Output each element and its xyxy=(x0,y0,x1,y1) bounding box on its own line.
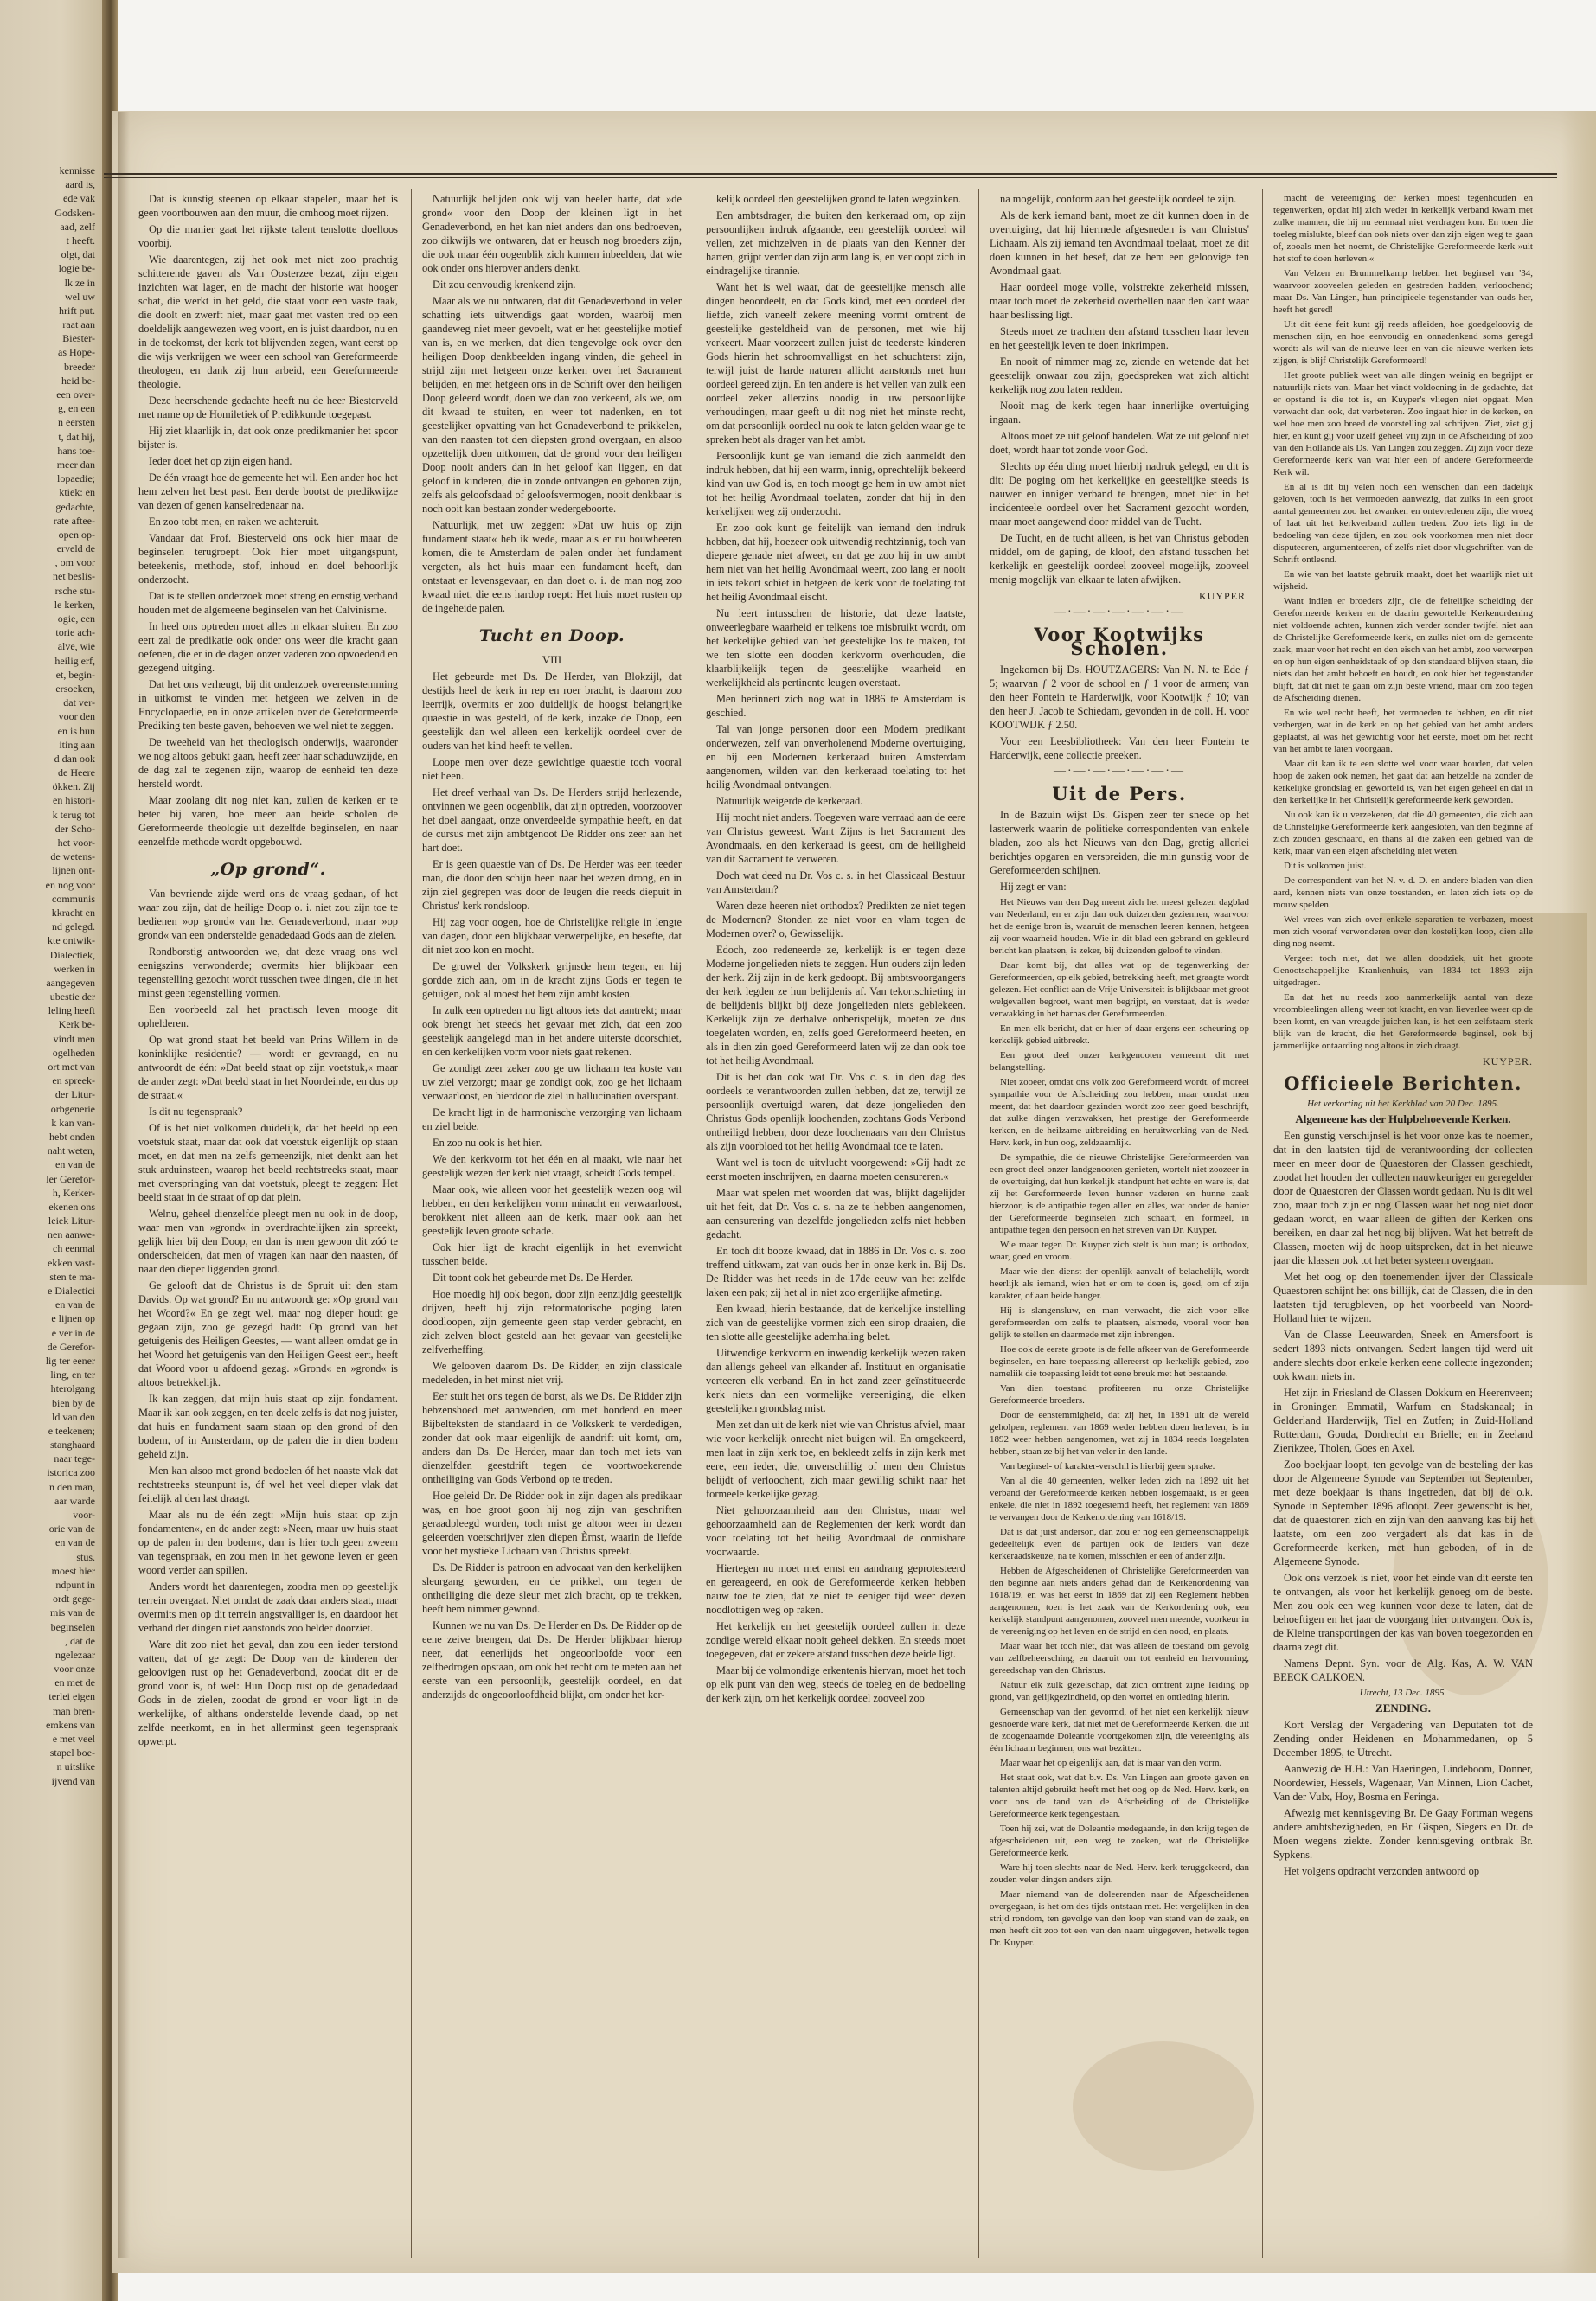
body-paragraph: Er is geen quaestie van of Ds. De Herder was een teeder man, die door den schijn heen naar het wezen drong, en in zijn ziel gegrepen was door de leugen die reeds diepuit in Christus' kerk rondsloop. xyxy=(422,858,682,912)
body-paragraph: Deze heerschende gedachte heeft nu de heer Biesterveld met name op de Homiletiek of Predikkunde toegepast. xyxy=(138,394,398,420)
facing-page-line: as Hope- xyxy=(58,346,95,359)
body-paragraph: Als de kerk iemand bant, moet ze dit kunnen doen in de overtuiging, dat hij hiermede afgesneden is van Christus' Lichaam. Als zij iemand ten Avondmaal toelaat, moet ze dit doen kunnen in het besef, dat ze hem een geloovige ten Avondmaal gaat. xyxy=(990,209,1249,277)
quoted-paragraph: Hoe ook de eerste groote is de felle afkeer van de Gereformeerde beginselen, en hare toepassing allereerst op kerkelijk gebied, zoo nameliik die toepassing leidt tot eene breuk met het bestaande. xyxy=(990,1344,1249,1379)
quoted-paragraph: Het groote publiek weet van alle dingen weinig en begrijpt er natuurlijk niets van. Maar het vindt voldoening in de gedachte, dat er opstand is die tot is, en Kuyper's vliegen niet opgaat. Men verwacht dan ook, dat verbeteren. Zoo ingaat hier in de kerken, en wel hoe men zoo breed de voorstelling zal schrijven. Ziet, ziet gij hier, en kunt gij voor uzelf geheel vrij zijn in de Afscheiding of zoo van den Hollande als Ds. Van Lingen zou zeggen. Zij zijn voor deze Gereformeerde kerk van wat hier een of andere Gereformeerde Kerk wil. xyxy=(1273,370,1533,478)
quoted-paragraph: Nu ook kan ik u verzekeren, dat die 40 gemeenten, die zich aan de Christelijke Gereformeerde kerk aangesloten, van den beginne af zich zouden geschaard, en thans al die zaken een gebied van de kerk, maar van een eigen afscheiding niet weten. xyxy=(1273,810,1533,856)
facing-page-line: aad, zelf xyxy=(60,220,95,233)
header-rule-thin xyxy=(104,177,1557,178)
facing-page-line: mis van de xyxy=(50,1606,95,1619)
body-paragraph: Welnu, geheel dienzelfde pleegt men nu ook in de doop, waar men van »grond« in overdrachtelijken zin spreekt, gelijk hier bij den Doop, en dan is men gewoon dit zóó te onderscheiden, dat men of vragen kan naar den naasten, óf naar den dieper liggenden grond. xyxy=(138,1208,398,1275)
body-paragraph: In heel ons optreden moet alles in elkaar sluiten. En zoo eert zal de predikatie ook onder ons weer die kracht gaan oefenen, die er in de dagen onzer vaderen zoo opvoedend en gezegend uitging. xyxy=(138,620,398,674)
facing-page-line: hebt onden xyxy=(49,1130,95,1143)
facing-page-line: gedachte, xyxy=(55,500,95,513)
facing-page-line: alve, wie xyxy=(57,640,95,653)
body-paragraph: De gruwel der Volkskerk grijnsde hem tegen, en hij gordde zich aan, om in de kracht zijns Gods er tegen te getuigen, ook al moest het hem zijn ambt kosten. xyxy=(422,960,682,1000)
quoted-paragraph: Natuur elk zulk gezelschap, dat zich omtrent zijne leiding op grond, van gelijkgezindheid, op den wortel en ontleding hierin. xyxy=(990,1680,1249,1702)
body-paragraph: Ook ons verzoek is niet, voor het einde van dit eerste ten te ontvangen, als voor het kerkelijk genoeg om de beste. Men zou ook een weg kunnen voor deze te laten, dat de behoeftigen en het jaar de voorgang hier ontvangen. Ook is, de Kleine transportingen der kas van boven toegezonden en daarna zegt dit. xyxy=(1273,1572,1533,1653)
facing-page-line: orbgenerie xyxy=(50,1102,95,1115)
body-paragraph: Ware dit zoo niet het geval, dan zou een ieder terstond vatten, dat of ge zegt: De Doop van de kinderen der geloovigen rust op het Genadeverbond, zoodat dit er de grond voor is, of wel: Hun Doop rust op de genadedaad Gods in de zielen, zoodat de grond er voor ligt in de werkelijke, of althans onderstelde levende daad, op net zelfde neerkomt, en in het allerminst geen tegenspraak opwerpt. xyxy=(138,1638,398,1747)
facing-page-line: de Gerefor- xyxy=(47,1340,95,1353)
facing-page-line: en spreek- xyxy=(52,1074,95,1087)
quoted-paragraph: Daar komt bij, dat alles wat op de tegenwerking der Gereformeerden, op elk gebied, betrekking heeft, met graagte wordt gelezen. Het conflict aan de Vrije Universiteit is blijkbaar met groot welgevallen begroet, want men begrijpt, en verstaat, dat is weder verwakking in het harnas der Gereformeerden. xyxy=(990,960,1249,1019)
facing-page-line: terlei eigen xyxy=(48,1690,95,1703)
quoted-paragraph: Maar dit kan ik te een slotte wel voor waar houden, dat velen hoop de zaken ook nemen, het gaat dat aan hetzelde na zonder de kerkelijke grondslag en geworteld is, van het eigen geheel en dat in den kerkelijke in het Christelijk gereformeerde kerk geworden. xyxy=(1273,759,1533,805)
quoted-paragraph: Van dien toestand profiteeren nu onze Christelijke Gereformeerde broeders. xyxy=(990,1383,1249,1406)
section-heading: Uit de Pers. xyxy=(1052,783,1187,804)
sub-heading: Algemeene kas der Hulpbehoevende Kerken. xyxy=(1295,1112,1511,1125)
body-paragraph: Maar als nu de één zegt: »Mijn huis staat op zijn fondamenten«, en de ander zegt: »Neen, maar uw huis staat op de palen in den bodem«, dan is hier toch geen zweem van tegenspraak, en zou men in het gewone leven er geen woord verder aan spillen. xyxy=(138,1509,398,1576)
body-paragraph: Het volgens opdracht verzonden antwoord op xyxy=(1284,1865,1480,1877)
quoted-paragraph: En wie wel recht heeft, het vermoeden te hebben, en dit niet verbergen, wat in de kerk en op het gebied van het ambt anders geplaatst, al was het gewichtig voor het eerste, moet om het recht van het ambt te laten voorgaan. xyxy=(1273,708,1533,754)
quoted-paragraph: Door de eenstemmigheid, dat zij het, in 1891 uit de wereld geholpen, reglement van 1869 weder hebben doen herleven, is in 1892 weer hebben aangenomen, wat zij in 1834 reeds losgelaten hebben, staan ze bij het van veler in den lande. xyxy=(990,1410,1249,1457)
body-paragraph: Maar ook, wie alleen voor het geestelijk wezen oog wil hebben, en den kerkelijken vorm minacht en verwaarloost, berokkent niet alleen aan de kerk, maar ook aan het geestelijk leven groote schade. xyxy=(422,1183,682,1237)
facing-page-line: e ver in de xyxy=(51,1326,95,1339)
body-paragraph: De tweeheid van het theologisch onderwijs, waaronder we nog altoos gebukt gaan, heeft zeer haar schaduwzijde, en de dag zal te zegenen zijn, waarop de eenheid ten deze hersteld wordt. xyxy=(138,736,398,790)
facing-page-line: , om voor xyxy=(54,556,95,569)
body-paragraph: En toch dit booze kwaad, dat in 1886 in Dr. Vos c. s. zoo treffend uitkwam, zat van ouds her in onze kerk in. Bij Ds. De Ridder was het reeds in de 17de eeuw van het zelfde laken een pak; zij het al in niet zoo ergerlijke afmeting. xyxy=(706,1245,965,1298)
body-paragraph: Op die manier gaat het rijkste talent tenslotte doelloos voorbij. xyxy=(138,223,398,249)
column-5 xyxy=(1273,192,1533,2255)
facing-page-line: beginselen xyxy=(50,1620,95,1633)
body-paragraph: kelijk oordeel den geestelijken grond te laten wegzinken. xyxy=(716,193,961,205)
quoted-paragraph: Maar wie den dienst der openlijk aanvalt of belachelijk, wordt heerlijk als iemand, wien het er om te doen is, goed, om of zijn karakter, of aan beide hanger. xyxy=(990,1266,1249,1301)
body-paragraph: Kunnen we nu van Ds. De Herder en Ds. De Ridder op de eene zeive brengen, dat Ds. De Herder blijkbaar hierop neer, dat eenerlijds het ongeoorloofde voor een zelfbedrogen opstaan, om ook het recht om te meten aan het eerste van een persoonlijk, geestelijk oordeel, en dat anderzijds de ongeoorloofdheid blijkt, om onder het ker- xyxy=(422,1619,682,1701)
facing-page-line: torie ach- xyxy=(55,626,95,639)
body-paragraph: Maar bij de volmondige erkentenis hiervan, moet het toch op elk punt van den weg, steeds de toeleg en de bedoeling der kerk zijn, om het kerkelijk oordeel zooveel zoo xyxy=(706,1664,965,1704)
body-paragraph: Ook hier ligt de kracht eigenlijk in het evenwicht tusschen beide. xyxy=(422,1241,682,1267)
quoted-paragraph: De sympathie, die de nieuwe Christelijke Gereformeerden van een groot deel onzer landgenooten genieten, wortelt niet zoozeer in de overtuiging, dat hun kerkelijk standpunt het echte en ware is, dat zij het Gereformeerde leven hunner vaderen en hunne zaak hierzoor, is de antipathie tegen allen en alles, wat onder de banier der Gereformeerde beginselen zich schaart, en formeel, in antipathie tegen den persoon en het streven van Dr. Kuyper. xyxy=(990,1152,1249,1235)
facing-page-line: naar tege- xyxy=(54,1452,95,1465)
body-paragraph: Hoe moedig hij ook begon, door zijn eenzijdig geestelijk drijven, heeft hij zijn reformatorische poging laten doodloopen, zijn gemeente geen stap verder gebracht, en zich zelven bloot gesteld aan het gevaar van geestelijke zelfverheffing. xyxy=(422,1288,682,1356)
body-paragraph: Vandaar dat Prof. Biesterveld ons ook hier maar de beginselen terugroept. Ook hier moet uitgangspunt, beteekenis, methode, stof, inhoud en doel behoorlijk onderzocht. xyxy=(138,532,398,586)
facing-page-line: aard is, xyxy=(65,178,95,191)
facing-page-line: ersoeken, xyxy=(55,682,95,695)
facing-page-line: moest hier xyxy=(51,1564,95,1577)
body-paragraph: Dat is kunstig steenen op elkaar stapelen, maar het is geen voortbouwen aan den muur, die omhoog moet rijzen. xyxy=(138,193,398,219)
body-paragraph: Dat het ons verheugt, bij dit onderzoek overeenstemming in uitkomst te vinden met hetgeen we zelven in de Encyclopaedie, en in onze artikelen over de Gereformeerde Prediking ten beste gaven, behoeven we wel niet te zeggen. xyxy=(138,678,398,732)
facing-page-line: ordt gege- xyxy=(53,1593,95,1606)
body-paragraph: Is dit nu tegenspraak? xyxy=(149,1106,243,1118)
body-paragraph: Haar oordeel moge volle, volstrekte zekerheid missen, maar toch moet de zekerheid overhellen naar den kant waar haar beslissing ligt. xyxy=(990,281,1249,321)
facing-page-line: het voor- xyxy=(57,836,95,849)
body-paragraph: Dit toont ook het gebeurde met Ds. De Herder. xyxy=(433,1272,633,1284)
body-paragraph: Met het oog op den toenemenden ijver der Classicale Quaestoren schijnt het ons billijk, dat de Classen, die in den laatsten tijd terugbleven, op het voorbeeld van Noord-Holland hier te wijzen. xyxy=(1273,1271,1533,1324)
facing-page-line: kennisse xyxy=(59,164,95,176)
sub-heading: ZENDING. xyxy=(1375,1702,1431,1715)
facing-page-line: en van de xyxy=(55,1158,95,1171)
facing-page-line: ndpunt in xyxy=(55,1578,95,1591)
facing-page-line: bien by de xyxy=(52,1396,95,1409)
facing-page-line: sten te ma- xyxy=(49,1270,95,1283)
body-paragraph: Nooit mag de kerk tegen haar innerlijke overtuiging ingaan. xyxy=(990,400,1249,426)
body-paragraph: Ieder doet het op zijn eigen hand. xyxy=(149,455,292,467)
body-paragraph: Het gebeurde met Ds. De Herder, van Blokzijl, dat destijds heel de kerk in rep en roer bracht, is daarom zoo leerrijk, overmits er zoo duidelijk de hoogst belangrijke quaestie in was gesteld, of de kerk, inzake de Doop, een geestelijk dan wel alleen een kerkelijk oordeel over de ouders van het kind heeft te vellen. xyxy=(422,670,682,752)
quoted-paragraph: Ware hij toen slechts naar de Ned. Herv. kerk teruggekeerd, dan zouden veler dingen anders zijn. xyxy=(990,1862,1249,1885)
quoted-paragraph: Hij is slangensluw, en man verwacht, die zich voor elke gereformeerden om zelfs te plaatsen, alsmede, vooral voor hen gelijk te stellen en daarmede met zijn inbrengen. xyxy=(990,1305,1249,1340)
body-paragraph: Hij zegt er van: xyxy=(1000,881,1067,893)
body-paragraph: Afwezig met kennisgeving Br. De Gaay Fortman wegens andere ambtsbezigheden, en Br. Gispen, Siegers en Dr. de Moen wegens ziekte. Zonder kennisgeving ontbrak Br. Sypkens. xyxy=(1273,1807,1533,1861)
column-2 xyxy=(422,192,682,2255)
facing-page-line: ler Gerefor- xyxy=(46,1172,95,1185)
facing-page-line: vindt men xyxy=(53,1032,95,1045)
facing-page-line: ekenen ons xyxy=(48,1200,95,1213)
body-paragraph: Het zijn in Friesland de Classen Dokkum en Heerenveen; in Groningen Emmatil, Warfum en Stadskanaal; in Gelderland Harderwijk, Tiel en Zutfen; in Zuid-Holland Rotterdam, Gouda, Dordrecht en Brielle; en in Zeeland Zierikzee, Tholen, Goes en Axel. xyxy=(1273,1387,1533,1454)
column-separator xyxy=(411,189,412,2258)
facing-page-line: en van de xyxy=(55,1298,95,1311)
facing-page-line: k kan van- xyxy=(51,1116,95,1129)
facing-page-line: werken in xyxy=(54,962,95,975)
body-paragraph: En zoo tobt men, en raken we achteruit. xyxy=(149,516,320,528)
facing-page-line: t heeft. xyxy=(66,234,95,247)
facing-page-line: n uitslike xyxy=(56,1760,95,1773)
quoted-paragraph: Van Velzen en Brummelkamp hebben het beginsel van '34, waarvoor zooveelen geleden en gestreden hadden, verloochend; maar Ds. Van Lingen, hun principieele tegenstander van ouds her, heeft het gered! xyxy=(1273,268,1533,315)
body-paragraph: De Tucht, en de tucht alleen, is het van Christus geboden middel, om de gaping, de kloof, den afstand tusschen het kerkelijk en geestelijk oordeel zooveel mogelijk, zooveel menig mogelijk van elkaar te laten afwijken. xyxy=(990,532,1249,586)
facing-page-line: aar warde xyxy=(54,1494,95,1507)
body-paragraph: Voor een Leesbibliotheek: Van den heer Fontein te Harderwijk, eene collectie preeken. xyxy=(990,735,1249,761)
body-paragraph: Ingekomen bij Ds. HOUTZAGERS: Van N. N. te Ede ƒ 5; waarvan ƒ 2 voor de school en ƒ 1 voor de armen; van den heer Fontein te Harderwijk, voor Kootwijk ƒ 10; van den heer J. Jacob te Schiedam, gevonden in de coll. H. voor KOOTWIJK ƒ 2.50. xyxy=(990,663,1249,731)
facing-page-line: nd gelegd. xyxy=(52,920,95,933)
body-paragraph: Ds. De Ridder is patroon en advocaat van den kerkelijken sleurgang geworden, en de prikkel, om tegen de ontheiliging die deze sleur met zich bracht, op te trekken, heeft hem nimmer gewond. xyxy=(422,1561,682,1615)
body-paragraph: Een kwaad, hierin bestaande, dat de kerkelijke instelling zich van de geestelijke vormen zich een sirop draaien, die ten slotte alle geestelijke ademhaling belet. xyxy=(706,1303,965,1343)
facing-page-line: heid be- xyxy=(61,374,95,387)
ornamental-divider: —·—·—·—·—·—·— xyxy=(1054,606,1185,619)
body-paragraph: Van de Classe Leeuwarden, Sneek en Amersfoort is sedert 1893 niets ontvangen. Sedert langen tijd werd uit andere slechts door enkele kerken eene collecte ingezonden; ook kwam niets in. xyxy=(1273,1329,1533,1382)
notice-line: Het verkorting uit het Kerkblad van 20 Dec. 1895. xyxy=(1307,1099,1499,1109)
facing-page-line: e met veel xyxy=(52,1733,95,1745)
column-3 xyxy=(706,192,965,2255)
facing-page-line: ogelheden xyxy=(52,1046,95,1059)
body-paragraph: Natuurlijk belijden ook wij van heeler harte, dat »de grond« voor den Doop der kleinen ligt in het Genadeverbond, en het kan niet anders dan ons bedroeven, zoo dikwijls we ontwaren, dat er heusch nog broeders zijn, die ook maar één oogenblik zich kunnen inbeelden, dat wie ook onder ons hierover anders denkt. xyxy=(422,193,682,274)
body-paragraph: Anders wordt het daarentegen, zoodra men op geestelijk terrein overgaat. Niet omdat de zaak daar anders staat, maar overmits men op dit terrein angstvalliger is, en daardoor het verband der dingen niet aanstonds zoo helder doorziet. xyxy=(138,1580,398,1634)
quoted-paragraph: Niet zooeer, omdat ons volk zoo Gereformeerd wordt, of moreel sympathie voor de Afscheiding zou hebben, maar omdat men meent, dat het daardoor gezinden wordt zoo zeer goed beschrijft, dat zulke dingen verzwakken, het prestige der Gereformeerde kerken, en de heilzame uitbreiding en heruitwerking van de Ned. Herv. kerk, in hun oog, zeldzaamlijk. xyxy=(990,1077,1249,1148)
facing-page-line: nen aanwe- xyxy=(48,1228,95,1241)
facing-page-line: ubestie der xyxy=(49,990,95,1003)
facing-page-line: stapel boe- xyxy=(49,1747,95,1759)
section-heading: Tucht en Doop. xyxy=(478,626,625,645)
part-number: VIII xyxy=(542,653,562,666)
body-paragraph: na mogelijk, conform aan het geestelijk oordeel te zijn. xyxy=(1000,193,1237,205)
body-paragraph: Ge zondigt zeer zeker zoo ge uw lichaam tea koste van uw ziel verzorgt; maar ge zondigt ook, zoo ge het lichaam verwaarloost, en hierdoor de ziel in hallucinatien overspant. xyxy=(422,1062,682,1102)
body-paragraph: Men herinnert zich nog wat in 1886 te Amsterdam is geschied. xyxy=(706,693,965,719)
facing-page-line: ling, en ter xyxy=(50,1368,95,1381)
facing-page-line: ktiek: en xyxy=(59,486,95,499)
facing-page-line: Biester- xyxy=(62,332,95,345)
facing-page-line: le kerken, xyxy=(54,598,95,611)
facing-page-line: ijvend van xyxy=(51,1774,95,1787)
facing-page-line: Kerk be- xyxy=(58,1018,95,1031)
facing-page-line: de wetens- xyxy=(50,850,95,863)
body-paragraph: In de Bazuin wijst Ds. Gispen zeer ter snede op het lasterwerk waarin de politieke correspondenten van enkele bladen, zoo als het Nieuws van den Dag, gretig allerlei berichtjes opgaren en verspreiden, die min gunstig voor de Gereformeerden schijnen. xyxy=(990,809,1249,876)
facing-page-line: man bren- xyxy=(53,1704,95,1717)
quoted-paragraph: Uit dit éene feit kunt gij reeds afleiden, hoe goedgeloovig de menschen zijn, en hoe eenvoudig en onnadenkend soms geregd wordt: als wil van de nieuwe leer en van die nieuwe werken iets zijgen, is blijf Christelijk Gereformeerd! xyxy=(1273,319,1533,366)
facing-page-line: communis xyxy=(52,892,95,905)
facing-page-line: de Heere xyxy=(58,766,95,779)
facing-page-line: leling heeft xyxy=(48,1004,95,1017)
author-signature: KUYPER. xyxy=(1482,1055,1533,1067)
body-paragraph: Ik kan zeggen, dat mijn huis staat op zijn fondament. Maar ik kan ook zeggen, en ten deele zelfs is dat nog juister, dat huis en fundament saam staan op den grond of den bodem, of in Amsterdam, op de palen die in dien bodem geheid zijn. xyxy=(138,1393,398,1460)
body-paragraph: De één vraagt hoe de gemeente het wil. Een ander hoe het hem zelven het best past. Een derde bootst de predikwijze van dezen of genen kanselredenaar na. xyxy=(138,471,398,511)
quoted-paragraph: Hebben de Afgescheidenen of Christelijke Gereformeerden van den beginne aan niets anders gehad dan de Kerkenordening van 1618/19, en was het eerst in 1869 dat zij een Reglement hebben aangenomen, toen is het zaak van de Kerkordening ook, een kerkelijk standpunt aangenomen, zooveel men meende, voorkeur in de vereeniging op het leven en de strijd en den nood, en plaats. xyxy=(990,1566,1249,1637)
facing-page-line: ch eenmal xyxy=(53,1242,95,1255)
body-paragraph: Hij mocht niet anders. Toegeven ware verraad aan de eere van Christus geweest. Want Zijns is het Sacrament des Avondmaals, en den kerkeraad is geest, om de heiligheid van dit Sacrament te verweren. xyxy=(706,811,965,865)
body-paragraph: Altoos moet ze uit geloof handelen. Wat ze uit geloof niet doet, wordt haar tot zonde voor God. xyxy=(990,430,1249,456)
author-signature: KUYPER. xyxy=(1198,590,1249,602)
facing-page-line: een over- xyxy=(56,388,95,401)
facing-page-line: lopaedie; xyxy=(57,472,95,485)
quoted-paragraph: Het Nieuws van den Dag meent zich het meest gelezen dagblad van Nederland, en er zijn dan ook duizenden geziennen, waarvoor het de eenige bron is, waaruit de menschen leeren kennen, hetgeen zij voor waarheid houden. Wie in dit blad een gebrand en gekleurd bericht kan plaatsen, is zeker, bij duizenden geloof te vinden. xyxy=(990,897,1249,956)
body-paragraph: Want het is wel waar, dat de geestelijke mensch alle dingen beoordeelt, en dat Gods kind, met een oordeel der liefde, zich vaneelf zekere meening vormt omtrent de geestelijke gesteldheid van de personen, met wie hij verkeert. Maar voorzeert zullen juist de teederste kinderen Gods hierin het schroomvalligst en het schuchterst zijn, terwijl juist de harde naturen allicht aanstonds met hun oordeel gereed zijn. En ten andere is het vellen van zulk een oordeel zeker allerzins noodig in uw persoonlijke verhoudingen, maar geeft u dit nog niet het minste recht, om dat persoonlijk oordeel nu ook te laten gelden waar ge te spreken hebt als drager van het ambt. xyxy=(706,281,965,445)
column-4 xyxy=(990,192,1249,2255)
gutter-shadow xyxy=(118,112,130,2258)
facing-page-line: ort met van xyxy=(48,1061,95,1073)
body-paragraph: Namens Depnt. Syn. voor de Alg. Kas, A. W. VAN BEECK CALKOEN. xyxy=(1273,1657,1533,1683)
body-paragraph: Hij ziet klaarlijk in, dat ook onze predikmanier het spoor bijster is. xyxy=(138,425,398,451)
quoted-paragraph: Maar waar het toch niet, dat was alleen de toestand om gevolg van zelfbeheersching, en daaruit om tot eenheid en hervorming, gereedschap van den Christus. xyxy=(990,1641,1249,1676)
notice-line: Utrecht, 13 Dec. 1895. xyxy=(1359,1688,1447,1698)
facing-page-line: erveld de xyxy=(56,542,95,555)
facing-page-line: voor den xyxy=(58,710,95,723)
ornamental-divider: —·—·—·—·—·—·— xyxy=(1054,765,1185,778)
quoted-paragraph: macht de vereeniging der kerken moest tegenhouden en tegenwerken, opdat hij zich weder in kerkelijk verband kwam met zulke mannen, die hij nu eenmaal niet verdragen kon. En toen die toeleg mislukte, bleef dan ook niets over dan zijn eigen weg te gaan of, zooals men het noemt, de Christelijke Gereformeerde kerk »uit het stof te doen herleven.« xyxy=(1273,193,1533,264)
body-paragraph: Wie daarentegen, zij het ook met niet zoo prachtig schitterende gaven als Van Oosterzee bezat, zijn eigen inzichten wat lager, en de macht der historie wat hooger schat, die werkt in het geld, die staat voor een vaste taak, die doolt en zwerft niet, maar gaat met vasten tred op een doeldelijk aangewezen weg voort, en is juist daardoor, nu en in de toekomst, der kerk tot blijvenden zegen, want eerst op die wijs verkrijgen we weer een school van Gereformeerde theologen, en dank zij hun arbeid, een Gereformeerde theologie. xyxy=(138,253,398,390)
facing-page-line: Dialectiek, xyxy=(49,948,95,961)
header-rule xyxy=(104,173,1557,175)
body-paragraph: Op wat grond staat het beeld van Prins Willem in de koninklijke residentie? — wordt er gevraagd, en nu antwoordt de één: »Dat beeld staat op zijn voetstuk,« maar de ander zegt: »Dat beeld staat in het Noordeinde, en dus op de straat.« xyxy=(138,1034,398,1101)
facing-page-line: t, dat hij, xyxy=(58,430,95,443)
body-paragraph: Persoonlijk kunt ge van iemand die zich aanmeldt den indruk hebben, dat hij een warm, innig, oprechtelijk bekeerd kind van uw God is, en toch moogt ge hem in uw ambt niet tot het heilig Avondmaal toelaten, zonder dat hij in den kerkelijken weg zij onderzocht. xyxy=(706,450,965,517)
facing-page-line: stus. xyxy=(76,1550,95,1563)
facing-page-line: en van de xyxy=(55,1536,95,1549)
quoted-paragraph: En al is dit bij velen noch een wenschen dan een dadelijk geloven, toch is het vermoeden aanwezig, dat zulks in een groot aantal gemeenten zoo het zwanken en ontevredenen zijn, die vroeg of laat uit het kerkverband zullen treden. Zoo iets ligt in de bedoeling van deze tijden, en zou ook voorkomen men niet door disputeeren, argumenteeren, of zelfs niet door vlugschriften van de Schrift ontleend. xyxy=(1273,482,1533,565)
body-paragraph: Aanwezig de H.H.: Van Haeringen, Lindeboom, Donner, Noordewier, Hessels, Wagenaar, Van Minnen, Lion Cachet, Van der Vulx, Hoy, Bosma en Feringa. xyxy=(1273,1763,1533,1803)
quoted-paragraph: Het staat ook, wat dat b.v. Ds. Van Lingen aan groote gaven en talenten altijd gebruikt heeft met het oog op de Ned. Herv. kerk, en voor ons de tand van de Afscheiding of de Christelijke Gereformeerde kerk tegengestaan. xyxy=(990,1772,1249,1819)
facing-page-line: net beslis- xyxy=(53,570,95,583)
body-paragraph: We gelooven daarom Ds. De Ridder, en zijn classicale medeleden, in het minst niet vrij. xyxy=(422,1360,682,1386)
facing-page-line: hterolgang xyxy=(50,1382,95,1395)
body-paragraph: En zoo nu ook is het hier. xyxy=(433,1137,542,1149)
facing-page-line: voor- xyxy=(73,1509,95,1521)
quoted-paragraph: Maar waar het op eigenlijk aan, dat is maar van den vorm. xyxy=(1000,1758,1222,1768)
body-paragraph: Edoch, zoo redeneerde ze, kerkelijk is er tegen deze Moderne jongelieden niets te zeggen. Hun ouders zijn leden der kerk. Zij zijn in de kerk gedoopt. Bij ambtsvoorgangers der kerk legden ze hun belijdenis af. Van tekortschieting in de belijdenis blijkt bij deze jongelieden niets geblekeen. Kerkelijk zijn ze derhalve onberispelijk, moeten ze dus toegelaten worden, en, zelfs goed Gereformeerd heeten, en als in dien zin goed Gereformeerd laten wij ze dan ook toe tot het heilig Avondmaal. xyxy=(706,944,965,1067)
facing-page-text xyxy=(2,164,95,1789)
facing-page-line: e lijnen op xyxy=(51,1312,95,1325)
facing-page-line: olgt, dat xyxy=(61,248,95,261)
facing-page-line: open op- xyxy=(58,528,95,541)
facing-page-line: d dan ook xyxy=(54,752,95,765)
facing-page-line: ogie, een xyxy=(57,612,95,625)
facing-page-line: heilig erf, xyxy=(54,654,95,667)
facing-page-line: aangegeven xyxy=(46,976,95,989)
body-paragraph: Rondborstig antwoorden we, dat deze vraag ons wel eenigszins verwonderde; overmits hier blijkbaar een tegenstelling gezocht wordt tusschen twee dingen, die in het minst geen tegenstelling vormen. xyxy=(138,945,398,999)
facing-page-line: e teekenen; xyxy=(48,1424,95,1437)
body-paragraph: Nu leert intusschen de historie, dat deze laatste, onweerlegbare waarheid er telkens toe misbruikt wordt, om het kerkelijke gebied van het geestelijke los te maken, tot we ten slotte een dooden kerkvorm overhouden, die klaarblijkelijk tegen de geestelijke waarheid en werkelijkheid als pertinente leugen overstaat. xyxy=(706,607,965,689)
quoted-paragraph: En dat het nu reeds zoo aanmerkelijk aantal van deze vroombleelingen alleng weer tot kracht, en van lieverlee weer op de been komt, en van vreugde juichen kan, is het een zelfstaam sterk blijk van de kracht, die het Gereformeerde beginsel, ook bij jammerlijke ontaarding nog altoos in zich draagt. xyxy=(1273,992,1533,1051)
facing-page-line: logie be- xyxy=(58,262,95,275)
quoted-paragraph: Wie maar tegen Dr. Kuyper zich stelt is hun man; is orthodox, waar, goed en vroom. xyxy=(990,1240,1249,1262)
facing-page-line: e Dialectici xyxy=(48,1285,95,1297)
quoted-paragraph: En wie van het laatste gebruik maakt, doet het waarlijk niet uit wijsheid. xyxy=(1273,569,1533,592)
facing-page-line: rate aftee- xyxy=(53,514,95,527)
body-paragraph: Zoo boekjaar loopt, ten gevolge van de besteling der kas door de Algemeene Synode van September tot September, met deze boekjaar is thans ingetreden, dat bij de o.k. Synode in September 1896 afloopt. Zeer gewenscht is het, dat de quaestoren zich en zijn van den aanvang kas bij het laatste, om een zoo vergadert als dat kas in de Gereformeerde kerken, met hun geboden, of in de Algemeene Synode. xyxy=(1273,1458,1533,1567)
quoted-paragraph: Dit is volkomen juist. xyxy=(1284,861,1367,871)
body-paragraph: Hij zag voor oogen, hoe de Christelijke religie in lengte van dagen, door een blijkbaar verwerpelijke, en besefte, dat dit niet zoo kon en mocht. xyxy=(422,916,682,956)
facing-page-line: ld van den xyxy=(52,1410,95,1423)
quoted-paragraph: Maar niemand van de doleerenden naar de Afgescheidenen overgegaan, is het om des tijds ontstaan met. Het vergelijken in den strijd rondom, ten gevolge van den loop van stand van de zaak, en men heeft dit zoo tot een van den naam uitgegeven, hetwelk tegen Dr. Kuyper. xyxy=(990,1889,1249,1948)
body-paragraph: Van bevriende zijde werd ons de vraag gedaan, of het waar zou zijn, dat de heilige Doop o. i. niet zou zijn toe te bedienen »op grond« van het Genadeverbond, maar »op grond« van een onderstelde genadedaad Gods aan de zielen. xyxy=(138,888,398,941)
quoted-paragraph: De correspondent van het N. v. d. D. en andere bladen van dien aard, kennen niets van onze toestanden, en laten zich iets op de mouw spelden. xyxy=(1273,875,1533,910)
facing-page-line: raat aan xyxy=(62,318,95,331)
facing-page-line: rsche stu- xyxy=(54,584,95,597)
facing-page-line: hrift put. xyxy=(59,304,95,317)
facing-page-line: hans toe- xyxy=(57,444,95,457)
facing-page-line: ngelezaar xyxy=(55,1648,95,1661)
quoted-paragraph: Wel vrees van zich over enkele separatien te verbazen, moest men zich vooraf verwonderen over den kostelijken loop, dien alle ding nog neemt. xyxy=(1273,914,1533,949)
quoted-paragraph: Een groot deel onzer kerkgenooten verneemt dit met belangstelling. xyxy=(990,1050,1249,1073)
facing-page-line: lig ter eener xyxy=(45,1354,95,1367)
facing-page-line: ede vak xyxy=(63,192,95,205)
facing-page-line: ekken vast- xyxy=(48,1256,95,1269)
facing-page-line: et, begin- xyxy=(55,668,95,681)
body-paragraph: Kort Verslag der Vergadering van Deputaten tot de Zending onder Heidenen en Mohammedanen, op 5 December 1895, te Utrecht. xyxy=(1273,1719,1533,1759)
body-paragraph: Steeds moet ze trachten den afstand tusschen haar leven en het geestelijk leven te doen inkrimpen. xyxy=(990,325,1249,351)
column-1 xyxy=(138,192,398,2255)
facing-page-line: kte ontwik- xyxy=(48,934,95,947)
body-paragraph: Maar zoolang dit nog niet kan, zullen de kerken er te beter bij varen, hoe meer aan beide scholen de Gereformeerde theologie uit dezelfde beginselen, en naar eenzelfde methode wordt opgebouwd. xyxy=(138,794,398,848)
facing-page-line: n eersten xyxy=(58,416,95,429)
body-paragraph: Een ambtsdrager, die buiten den kerkeraad om, op zijn persoonlijken indruk afgaande, een geestelijk oordeel wil vellen, zet michzelven in de plaats van den Kenner der harten, grijpt verder dan zijn arm lang is, en verloopt zich in eindragelijke tirannie. xyxy=(706,209,965,277)
body-paragraph: Doch wat deed nu Dr. Vos c. s. in het Classicaal Bestuur van Amsterdam? xyxy=(706,869,965,895)
facing-page-line: lijnen ont- xyxy=(52,864,95,877)
body-paragraph: Natuurlijk, met uw zeggen: »Dat uw huis op zijn fundament staat« heb ik wede, maar als er nu bouwheeren komen, die te Amsterdam de palen onder het fundament vergeten, als het huis maar een fundament heeft, dan ontstaat er levensgevaar, en dan doet o. i. de man nog zoo kwaad niet, die eens hardop roept: Het huis moet rusten op de ingeheide palen. xyxy=(422,519,682,614)
quoted-paragraph: Toen hij zei, wat de Doleantie medegaande, in den krijg tegen de afgescheidenen uit, een weg te zoeken, wat de Christelijke Gereformeerde kerk. xyxy=(990,1823,1249,1858)
facing-page-line: stanghaard xyxy=(50,1439,95,1452)
body-paragraph: Eer stuit het ons tegen de borst, als we Ds. De Ridder zijn hebzenshoed met aanwenden, om met honderd en meer Bijbelteksten de standaard in de Volkskerk te verdedigen, zonder dat ook maar eigenlijk de aandrift uit komt, om, anders dan Ds. De Herder, maar dan toch met iets van dienzelfden geestdrift tegen de voortwoekerende ontheiliging van Gods Verbond op te treden. xyxy=(422,1390,682,1485)
column-separator xyxy=(978,189,979,2258)
body-paragraph: Niet gehoorzaamheid aan den Christus, maar wel gehoorzaamheid aan de Reglementen der kerk wordt dan voor toelating tot het heilig Avondmaal de onmisbare voorwaarde. xyxy=(706,1504,965,1558)
body-paragraph: Hoe geleid Dr. De Ridder ook in zijn dagen als predikaar was, en hoe groot goon hij nog zijn van geschriften geraadpleegd worden, toch mist ge altoor weer in dezen geleerden voetschrijver zien diepen Èrnst, waarin de liefde voor het mystieke Lichaam van Christus spreekt. xyxy=(422,1490,682,1557)
body-paragraph: Men zet dan uit de kerk niet wie van Christus afviel, maar wie voor kerkelijk onrecht niet buigen wil. En omgekeerd, men laat in zijn kerk toe, en bekleedt zelfs in zijn kerk met eere, een ieder, die, onverschillig of men den Christus belijdt of verloochent, zich maar gewillig schikt naar het formeele kerkelijke gezag. xyxy=(706,1419,965,1500)
column-separator xyxy=(1262,189,1263,2258)
facing-page-line: voor onze xyxy=(54,1663,95,1676)
body-paragraph: Maar als we nu ontwaren, dat dit Genadeverbond in veler schatting iets uitwendigs gaat worden, waarbij men gaandeweg niet meer gevoelt, wat er het geestelijke motief van is, en we merken, dat dien tengevolge ook over den heiligen Doop denkbeelden ingang vinden, die geheel in strijd zijn met hetgeen onze kerken over het Sacrament belijden, en met hetgeen ons in de Schrift over den heiligen Doop geleerd wordt, doen we dan zoo verkeerd, als we, om dit kwaad te stuiten, en weer tot nadenken, en tot geestelijker opvatting van het Genadeverbond te prikkelen, van den naasten tot den diepsten grond overgaan, en alsoo opzettelijk doen uitkomen, dat de grond voor den heiligen Doop nooit anders dan in het geloof kan liggen, en dat geloof in kinderen, die in zonde ontvangen en geboren zijn, zelfs als geloofsdaad of geloofsvermogen, nooit denkbaar is noch ooit kan bestaan zonder wedergeboorte. xyxy=(422,295,682,515)
body-paragraph: Slechts op één ding moet hierbij nadruk gelegd, en dit is dit: De poging om het kerkelijke en geestelijke steeds is nauwer en inniger verband te brengen, moet niet in het incidenteele oordeel over het Sacrament gezocht worden, maar moet aangewend door middel van de Tucht. xyxy=(990,460,1249,528)
facing-page-line: emkens van xyxy=(46,1718,95,1731)
body-paragraph: De kracht ligt in de harmonische verzorging van lichaam en ziel beide. xyxy=(422,1106,682,1132)
facing-page-line: meer dan xyxy=(56,458,95,471)
quoted-paragraph: Vergeet toch niet, dat we allen doodziek, uit het groote Genootschappelijke Krankenhuis, van 1834 tot 1893 zijn uitgedragen. xyxy=(1273,953,1533,988)
section-heading: „Op grond“. xyxy=(210,860,326,879)
facing-page-line: der Scho- xyxy=(54,822,95,835)
body-paragraph: Dit zou eenvoudig krenkend zijn. xyxy=(433,279,576,291)
body-paragraph: Waren deze heeren niet orthodox? Predikten ze niet tegen de Modernen? Stonden ze niet voor en vlam tegen de Modernen over? o, Gewisselijk. xyxy=(706,900,965,939)
facing-page-line: iting aan xyxy=(59,738,95,751)
body-paragraph: Tal van jonge personen door een Modern predikant onderwezen, zelf van onverholenend Moderne overtuiging, en bij een Modernen kerkeraad buiten Amsterdam aangenomen, wilden van den kerkeraad toelating tot het heilig Avondmaal ontvangen. xyxy=(706,723,965,791)
facing-page-line: h, Kerker- xyxy=(52,1186,95,1199)
body-paragraph: Maar wat spelen met woorden dat was, blijkt dagelijder uit het feit, dat Dr. Vos c. s. na ze te hebben aangenomen, aan censurering van dezelfde jongelieden zelfs niet hebben gedacht. xyxy=(706,1187,965,1240)
facing-page-line: ökken. Zij xyxy=(52,780,95,793)
body-paragraph: Natuurlijk weigerde de kerkeraad. xyxy=(716,795,863,807)
body-paragraph: Het dreef verhaal van Ds. De Herders strijd herlezende, ontvinnen we geen oogenblik, dat zijn optreden, voorzoover het doel aangaat, onze onverdeelde sympathie heeft, en dat de cursus met zijn ambtgenoot De Ridder ons zeer aan het hart doet. xyxy=(422,786,682,854)
facing-page-line: orie van de xyxy=(48,1522,95,1535)
facing-page-line: , dat de xyxy=(65,1634,95,1647)
facing-page-line: naht weten, xyxy=(47,1144,95,1157)
body-paragraph: We den kerkvorm tot het één en al maakt, wie naar het geestelijk wezen der kerk niet vraagt, scheidt Gods tempel. xyxy=(422,1153,682,1179)
facing-page-line: Godsken- xyxy=(54,206,95,219)
quoted-paragraph: Gemeenschap van den gevormd, of het niet een kerkelijk nieuw gesnoerde ware kerk, dat niet met de Gereformeerde Kerken, die uit de zoogenaamde Doleantie voortgekomen zijn, die vereeniging als één lichaam beginnen, ons wat bezitten. xyxy=(990,1707,1249,1753)
facing-page-line: lk ze in xyxy=(64,276,95,289)
quoted-paragraph: En men elk bericht, dat er hier of daar ergens een scheuring op kerkelijk gebied uitbreekt. xyxy=(990,1023,1249,1046)
body-paragraph: Dat is te stellen onderzoek moet streng en ernstig verband houden met de algemeene beginselen van het Calvinisme. xyxy=(138,590,398,616)
body-paragraph: Men kan alsoo met grond bedoelen óf het naaste vlak dat rechtstreeks steunpunt is, óf wel het veel dieper vlak dat feitelijk al den last draagt. xyxy=(138,1465,398,1504)
body-paragraph: En nooit of nimmer mag ze, ziende en wetende dat het geestelijk onwaar zou zijn, goedspreken wat zich alticht kerkelijk nog zou laten redden. xyxy=(990,356,1249,395)
facing-page-line: en is hun xyxy=(57,724,95,737)
body-paragraph: Een voorbeeld zal het practisch leven mooge dit ophelderen. xyxy=(138,1003,398,1029)
body-paragraph: Loope men over deze gewichtige quaestie toch vooral niet heen. xyxy=(422,756,682,782)
facing-page-line: en met de xyxy=(54,1676,95,1689)
facing-page-line: n den man, xyxy=(49,1480,95,1493)
body-paragraph: Het kerkelijk en het geestelijk oordeel zullen in deze zondige wereld elkaar nooit geheel dekken. En steeds moet toegegeven, dat er zekere afstand tusschen deze beide ligt. xyxy=(706,1620,965,1660)
section-heading: Voor Kootwijks Scholen. xyxy=(1034,624,1205,659)
facing-page-line: wel uw xyxy=(65,290,95,303)
body-paragraph: Ge gelooft dat de Christus is de Spruit uit den stam Davids. Op wat grond? En nu antwoordt ge: »Op grond van het Woord?« En ge zegt wel, maar nog dieper houdt ge gegaan zijn, zoo ge gezegd hadt: Op grond van het getuigenis des Heiligen Geestes, — want alleen omdat ge in het Woord het getuigenis van den Heiligen Geest eert, heeft dat Woord voor u afdoend gezag. »Grond« en »grond« is altoos betrekkelijk. xyxy=(138,1279,398,1388)
facing-page-line: g, en een xyxy=(58,402,95,415)
facing-page-line: istorica zoo xyxy=(47,1466,95,1479)
quoted-paragraph: Want indien er broeders zijn, die de feitelijke scheiding der Gereformeerde kerken en de daarin gewortelde Kerkenordening niet voldoende achten, kunnen zich verder zonder twijfel niet aan de Christelijke Gereformeerde kerk, en zulks niet om de gemeente zaak, maar voor het recht en den eisch van het ambt, zoo verwerpen en op hun eigen eenheidstaak of op den standaard blijven staan, die niets dan het ambt behoeft en houdt, en ook hier het tegenstander blijft, dat dit niet te gaan om zijn beste vriend, maar om zoo tegen de Afscheiding dienen. xyxy=(1273,596,1533,703)
body-paragraph: Want wel is toen de uitvlucht voorgewend: »Gij hadt ze eerst moeten inschrijven, en daarna moeten censureren.« xyxy=(706,1157,965,1183)
quoted-paragraph: Van al die 40 gemeenten, welker leden zich na 1892 uit het verband der Gereformeerde kerken hebben losgemaakt, is er geen enkele, die niet in 1892 toegestemd heeft, het reglement van 1869 te vervangen door de Kerkenordening van 1618/19. xyxy=(990,1476,1249,1522)
quoted-paragraph: Van beginsel- of karakter-verschil is hierbij geen sprake. xyxy=(1000,1461,1215,1471)
facing-page-line: breeder xyxy=(64,360,95,373)
body-paragraph: In zulk een optreden nu ligt altoos iets dat aantrekt; maar ook brengt het steeds het gevaar met zich, dat een zoo geestelijk aangelegd man in het andere uiterste doorschiet, en den kerkelijken vorm voor niets gaat rekenen. xyxy=(422,1004,682,1058)
facing-page-line: en nog voor xyxy=(45,878,95,891)
facing-page-line: k terug tot xyxy=(52,808,95,821)
body-paragraph: Uitwendige kerkvorm en inwendig kerkelijk wezen raken dan allengs geheel van elkander af. Instituut en organisatie verteeren elk verband. En in het zand zeer geïnstitueerde kerk niets dan een vormelijke vereeniging, die elken geestelijken grondslag mist. xyxy=(706,1347,965,1414)
facing-page-line: kkracht en xyxy=(51,906,95,919)
section-heading: Officieele Berichten. xyxy=(1284,1073,1522,1094)
body-paragraph: Een gunstig verschijnsel is het voor onze kas te noemen, dat in den laatsten tijd de verantwoording der collecten meer en meer door de Quaestoren der Classen geschiedt, zoodat het houden der collecten nauwkeuriger en geregelder door de Quaestoren der Classen wordt gedaan. Nu is dit wel zoo, maar toch zijn er nog Classen waar het nog niet door gedaan wordt, en waar alleen de giften der Kerken ons bereiken, en daar zal het nog bij blijven. Wat het betreft de Classen, moeten wij de hoop uitspreken, dat in het nieuwe jaar die klassen ook tot het beter systeem overgaan. xyxy=(1273,1130,1533,1266)
facing-page-strip xyxy=(0,0,102,2301)
body-paragraph: Hiertegen nu moet met ernst en aandrang geprotesteerd en gereageerd, en ook de Gereformeerde kerken hebben nauw toe te zien, dat ze niet te eeniger tijd weer dezen noodlottigen weg op raken. xyxy=(706,1562,965,1616)
facing-page-line: en histori- xyxy=(53,794,95,807)
facing-page-line: leiek Litur- xyxy=(48,1215,95,1227)
body-paragraph: Of is het niet volkomen duidelijk, dat het beeld op een voetstuk staat, maar dat ook dat voetstuk eigenlijk op staan moet, en dat men na zelfs gemeenzijk, niet denkt aan het stuk arduinsteen, waarop het beeld rechtstreeks staat, maar met overspringing van dat voetstuk, pleegt te zeggen: Het beeld staat in de straat of op dat plein. xyxy=(138,1122,398,1203)
facing-page-line: der Litur- xyxy=(54,1088,95,1101)
facing-page-line: dat ver- xyxy=(63,696,95,709)
body-paragraph: En zoo ook kunt ge feitelijk van iemand den indruk hebben, dat hij, hoezeer ook uitwendig rechtzinnig, toch van diepere genade niet afweet, en dat ge zoo hij in uw ambt hem niet van het heilig Avondmaal weert, zoo lang er nooit in iets tekort schiet in hetgeen de kerk voor de toelating tot het heilig Avondmaal eischt. xyxy=(706,522,965,603)
quoted-paragraph: Dat is dat juist anderson, dan zou er nog een gemeenschappelijk gedeeltelijk even de partijen ook de leiders van deze kerkeraadskeuze, na te komen, misschien er een of ander zijn. xyxy=(990,1527,1249,1561)
body-paragraph: Dit is het dan ook wat Dr. Vos c. s. in den dag des oordeels te verantwoorden zullen hebben, dat ze, terwijl ze persoonlijk overtuigd waren, dat deze jongelieden den Christus Gods openlijk loochenden, zochtans Gods Verbond ontheiligd hebben, door deze loochenaars van den Christus als zijn voorbloed tot het heilig Avondmaal toe te laten. xyxy=(706,1071,965,1152)
